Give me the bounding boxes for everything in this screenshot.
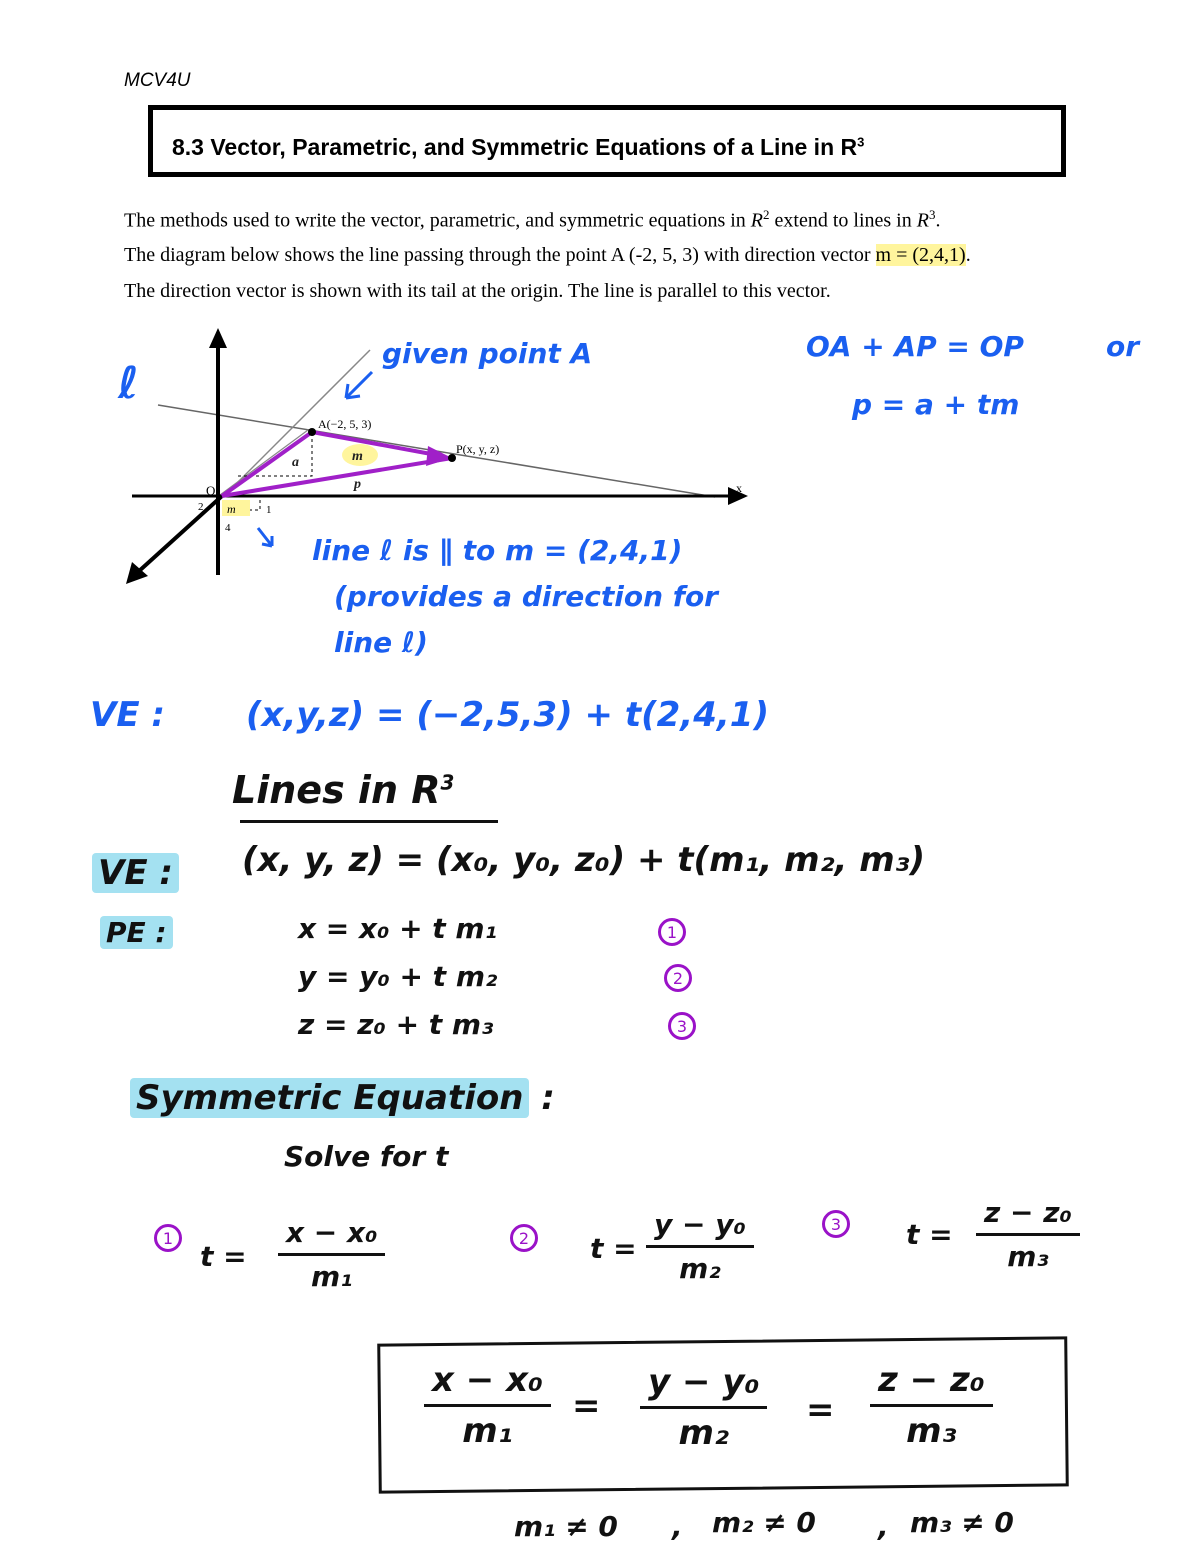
point-p-dot bbox=[448, 454, 456, 462]
sym-eq-1: = bbox=[572, 1386, 601, 1426]
pe-label bbox=[100, 916, 173, 949]
lines-heading bbox=[232, 768, 454, 812]
point-a-label: A(−2, 5, 3) bbox=[318, 417, 372, 431]
line-l-hand-label: ℓ bbox=[118, 358, 139, 409]
intro-2a: The diagram below shows the line passing through the point A (-2, 5, 3) with direction vector bbox=[124, 244, 876, 266]
tick-2: 2 bbox=[198, 501, 204, 513]
given-point-note: given point A bbox=[382, 337, 593, 370]
or-text: or bbox=[1106, 330, 1140, 363]
point-a-dot bbox=[308, 428, 316, 436]
fraction-2-den: m₂ bbox=[679, 1252, 721, 1285]
solve-number-1: 1 bbox=[154, 1224, 182, 1252]
fraction-1-num: x − x₀ bbox=[278, 1216, 385, 1256]
comma-2: , bbox=[878, 1510, 889, 1543]
fraction-3-num: z − z₀ bbox=[976, 1196, 1080, 1236]
vector-sum-equation: OA + AP = OP bbox=[806, 330, 1024, 363]
solve-for-t: Solve for t bbox=[284, 1140, 449, 1173]
tick-1: 1 bbox=[266, 504, 272, 516]
fraction-3 bbox=[976, 1196, 1080, 1273]
intro-2c: . bbox=[965, 244, 971, 266]
x-axis-label: x bbox=[736, 481, 742, 495]
vec-p-label: p bbox=[354, 477, 361, 492]
fraction-3-den: m₃ bbox=[1007, 1240, 1049, 1273]
origin-label: O bbox=[206, 483, 216, 498]
ve-general: (x, y, z) = (x₀, y₀, z₀) + t(m₁, m₂, m₃) bbox=[242, 840, 926, 880]
solve-number-2: 2 bbox=[510, 1224, 538, 1252]
symmetric-heading-text: Symmetric Equation bbox=[130, 1078, 529, 1118]
vec-m-small-label: m bbox=[227, 502, 236, 516]
fraction-2-num: y − y₀ bbox=[646, 1208, 754, 1248]
eq-number-1: 1 bbox=[658, 918, 686, 946]
direction-vector-highlight: m = (2,4,1) bbox=[875, 244, 966, 266]
y-axis bbox=[138, 496, 222, 572]
fraction-1-den: m₁ bbox=[310, 1260, 353, 1293]
sym-f1-num: x − x₀ bbox=[424, 1360, 551, 1407]
intro-1a: The methods used to write the vector, parametric, and symmetric equations in bbox=[124, 209, 751, 232]
intro-line-1 bbox=[124, 207, 940, 233]
intro-r3: R bbox=[916, 209, 929, 232]
sym-f3-num: z − z₀ bbox=[870, 1360, 993, 1407]
pe-y: y = y₀ + t m₂ bbox=[298, 960, 498, 993]
sym-f1-den: m₁ bbox=[462, 1411, 513, 1451]
t-eq-1: t = bbox=[200, 1240, 247, 1273]
ve-label: VE : bbox=[90, 695, 165, 735]
pe-x: x = x₀ + t m₁ bbox=[298, 912, 497, 945]
comma-1: , bbox=[672, 1510, 683, 1543]
condition-3: m₃ ≠ 0 bbox=[910, 1506, 1014, 1539]
parallel-note-2: (provides a direction for bbox=[334, 580, 718, 613]
symmetric-colon: : bbox=[541, 1078, 555, 1118]
page-title bbox=[172, 134, 864, 161]
point-p-label: P(x, y, z) bbox=[456, 442, 500, 456]
intro-1c: . bbox=[935, 209, 941, 232]
symmetric-heading bbox=[130, 1078, 555, 1118]
parallel-note-3: line ℓ) bbox=[334, 626, 428, 659]
vec-a-label: a bbox=[292, 455, 299, 470]
given-point-arrow bbox=[346, 372, 372, 398]
pe-z: z = z₀ + t m₃ bbox=[298, 1008, 494, 1041]
t-eq-3: t = bbox=[906, 1218, 953, 1251]
fraction-1 bbox=[278, 1216, 385, 1293]
title-text: 8.3 Vector, Parametric, and Symmetric Equations of a Line in R bbox=[172, 134, 858, 160]
lines-heading-sup: 3 bbox=[440, 770, 455, 795]
vec-m-label: m bbox=[352, 449, 363, 464]
pe-label-text: PE : bbox=[100, 916, 173, 949]
sym-f2-den: m₂ bbox=[678, 1413, 729, 1453]
course-code: MCV4U bbox=[124, 70, 191, 91]
intro-r2-sup: 2 bbox=[763, 207, 770, 222]
condition-2: m₂ ≠ 0 bbox=[712, 1506, 816, 1539]
fraction-2 bbox=[646, 1208, 754, 1285]
intro-line-3: The direction vector is shown with its tail at the origin. The line is parallel to this vector. bbox=[124, 280, 831, 302]
z-axis-arrow bbox=[209, 328, 227, 348]
intro-r3-sup: 3 bbox=[928, 207, 936, 222]
eq-number-2: 2 bbox=[664, 964, 692, 992]
intro-r2: R bbox=[750, 209, 764, 232]
parallel-note-1: line ℓ is ∥ to m = (2,4,1) bbox=[312, 534, 683, 567]
sym-fraction-3 bbox=[870, 1360, 993, 1451]
p-equation: p = a + tm bbox=[852, 388, 1020, 421]
tick-4: 4 bbox=[225, 522, 231, 534]
ve-example: (x,y,z) = (−2,5,3) + t(2,4,1) bbox=[246, 695, 769, 735]
sym-f3-den: m₃ bbox=[906, 1411, 957, 1451]
ve-general-label bbox=[92, 853, 179, 893]
ve-general-label-text: VE : bbox=[92, 853, 179, 893]
sym-fraction-1 bbox=[424, 1360, 551, 1451]
condition-1: m₁ ≠ 0 bbox=[514, 1510, 618, 1543]
solve-number-3: 3 bbox=[822, 1210, 850, 1238]
eq-number-3: 3 bbox=[668, 1012, 696, 1040]
t-eq-2: t = bbox=[590, 1232, 637, 1265]
parallel-note-arrow bbox=[258, 528, 272, 546]
heading-underline bbox=[240, 820, 498, 823]
intro-1b: extend to lines in bbox=[769, 209, 917, 232]
title-sup: 3 bbox=[857, 134, 865, 150]
lines-heading-text: Lines in R bbox=[232, 768, 441, 812]
sym-eq-2: = bbox=[806, 1390, 835, 1430]
sym-f2-num: y − y₀ bbox=[640, 1362, 767, 1409]
sym-fraction-2 bbox=[640, 1362, 767, 1453]
intro-line-2 bbox=[124, 244, 971, 267]
